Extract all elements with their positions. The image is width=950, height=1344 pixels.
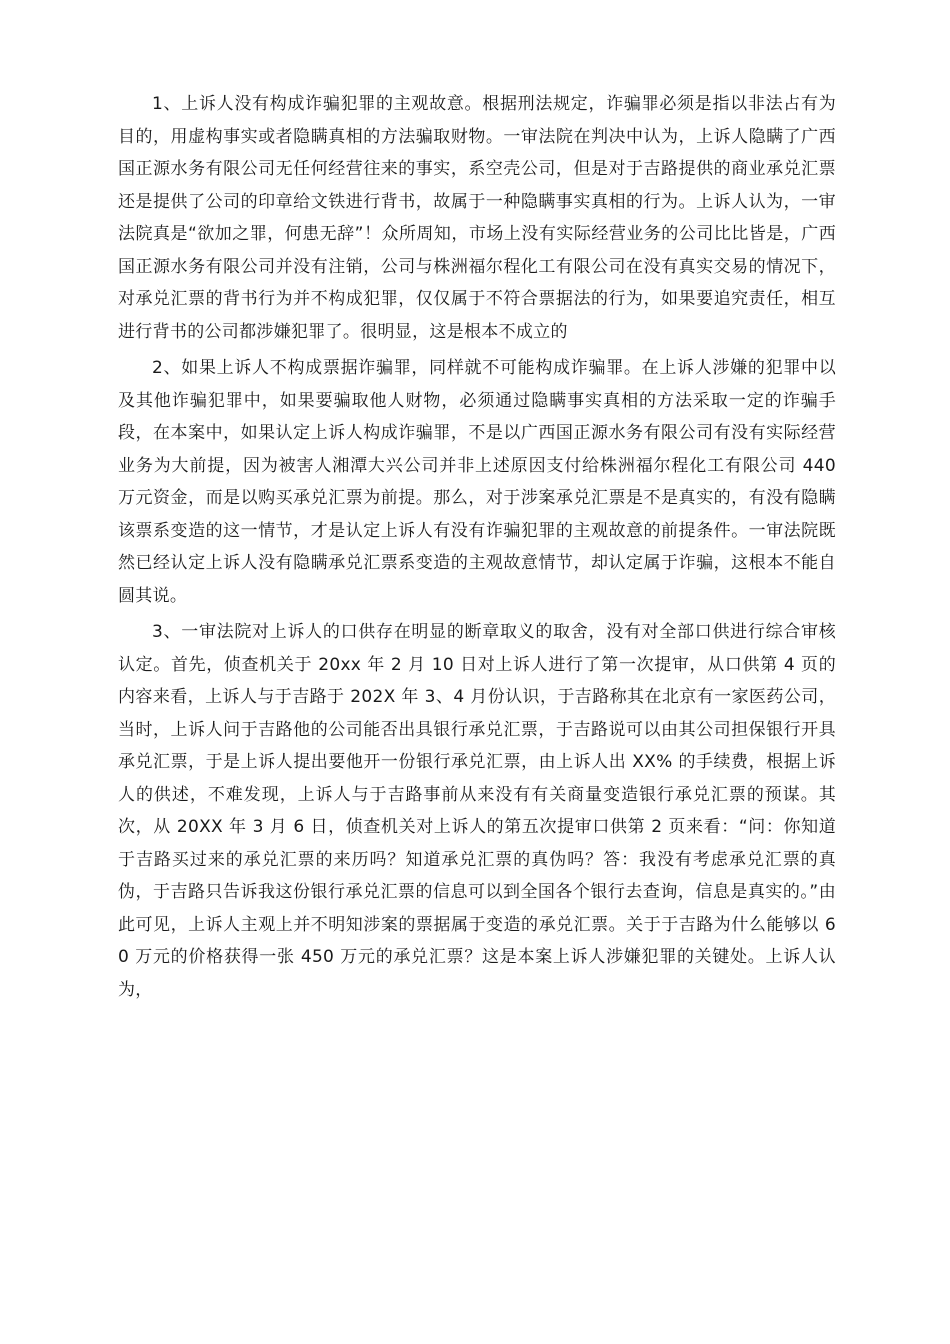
document-page bbox=[118, 88, 836, 1010]
paragraph-3: 3、一审法院对上诉人的口供存在明显的断章取义的取舍，没有对全部口供进行综合审核认定。首先，侦查机关于 20xx 年 2 月 10 日对上诉人进行了第一次提审，从口供第 4 页的内容来看，上诉人与于吉路于 202X 年 3、4 月份认识，于吉路称其在北京有一家医药公司，当时，上诉人问于吉路他的公司能否出具银行承兑汇票，于吉路说可以由其公司担保银行开具承兑汇票，于是上诉人提出要他开一份银行承兑汇票，由上诉人出 XX% 的手续费，根据上诉人的供述，不难发现，上诉人与于吉路事前从来没有有关商量变造银行承兑汇票的预谋。其次，从 20XX 年 3 月 6 日，侦查机关对上诉人的第五次提审口供第 2 页来看：“问：你知道于吉路买过来的承兑汇票的来历吗？知道承兑汇票的真伪吗？答：我没有考虑承兑汇票的真伪，于吉路只告诉我这份银行承兑汇票的信息可以到全国各个银行去查询，信息是真实的。”由此可见，上诉人主观上并不明知涉案的票据属于变造的承兑汇票。关于于吉路为什么能够以 60 万元的价格获得一张 450 万元的承兑汇票？这是本案上诉人涉嫌犯罪的关键处。上诉人认为， bbox=[118, 622, 836, 1000]
paragraph-1: 1、上诉人没有构成诈骗犯罪的主观故意。根据刑法规定，诈骗罪必须是指以非法占有为目的，用虚构事实或者隐瞒真相的方法骗取财物。一审法院在判决中认为，上诉人隐瞒了广西国正源水务有限公司无任何经营往来的事实，系空壳公司，但是对于吉路提供的商业承兑汇票还是提供了公司的印章给文铁进行背书，故属于一种隐瞒事实真相的行为。上诉人认为，一审法院真是“欲加之罪，何患无辞”！众所周知，市场上没有实际经营业务的公司比比皆是，广西国正源水务有限公司并没有注销，公司与株洲福尔程化工有限公司在没有真实交易的情况下，对承兑汇票的背书行为并不构成犯罪，仅仅属于不符合票据法的行为，如果要追究责任，相互进行背书的公司都涉嫌犯罪了。很明显，这是根本不成立的 bbox=[118, 94, 836, 342]
paragraph-2: 2、如果上诉人不构成票据诈骗罪，同样就不可能构成诈骗罪。在上诉人涉嫌的犯罪中以及其他诈骗犯罪中，如果要骗取他人财物，必须通过隐瞒事实真相的方法采取一定的诈骗手段，在本案中，如果认定上诉人构成诈骗罪，不是以广西国正源水务有限公司有没有实际经营业务为大前提，因为被害人湘潭大兴公司并非上述原因支付给株洲福尔程化工有限公司 440 万元资金，而是以购买承兑汇票为前提。那么，对于涉案承兑汇票是不是真实的，有没有隐瞒该票系变造的这一情节，才是认定上诉人有没有诈骗犯罪的主观故意的前提条件。一审法院既然已经认定上诉人没有隐瞒承兑汇票系变造的主观故意情节，却认定属于诈骗，这根本不能自圆其说。 bbox=[118, 358, 836, 606]
